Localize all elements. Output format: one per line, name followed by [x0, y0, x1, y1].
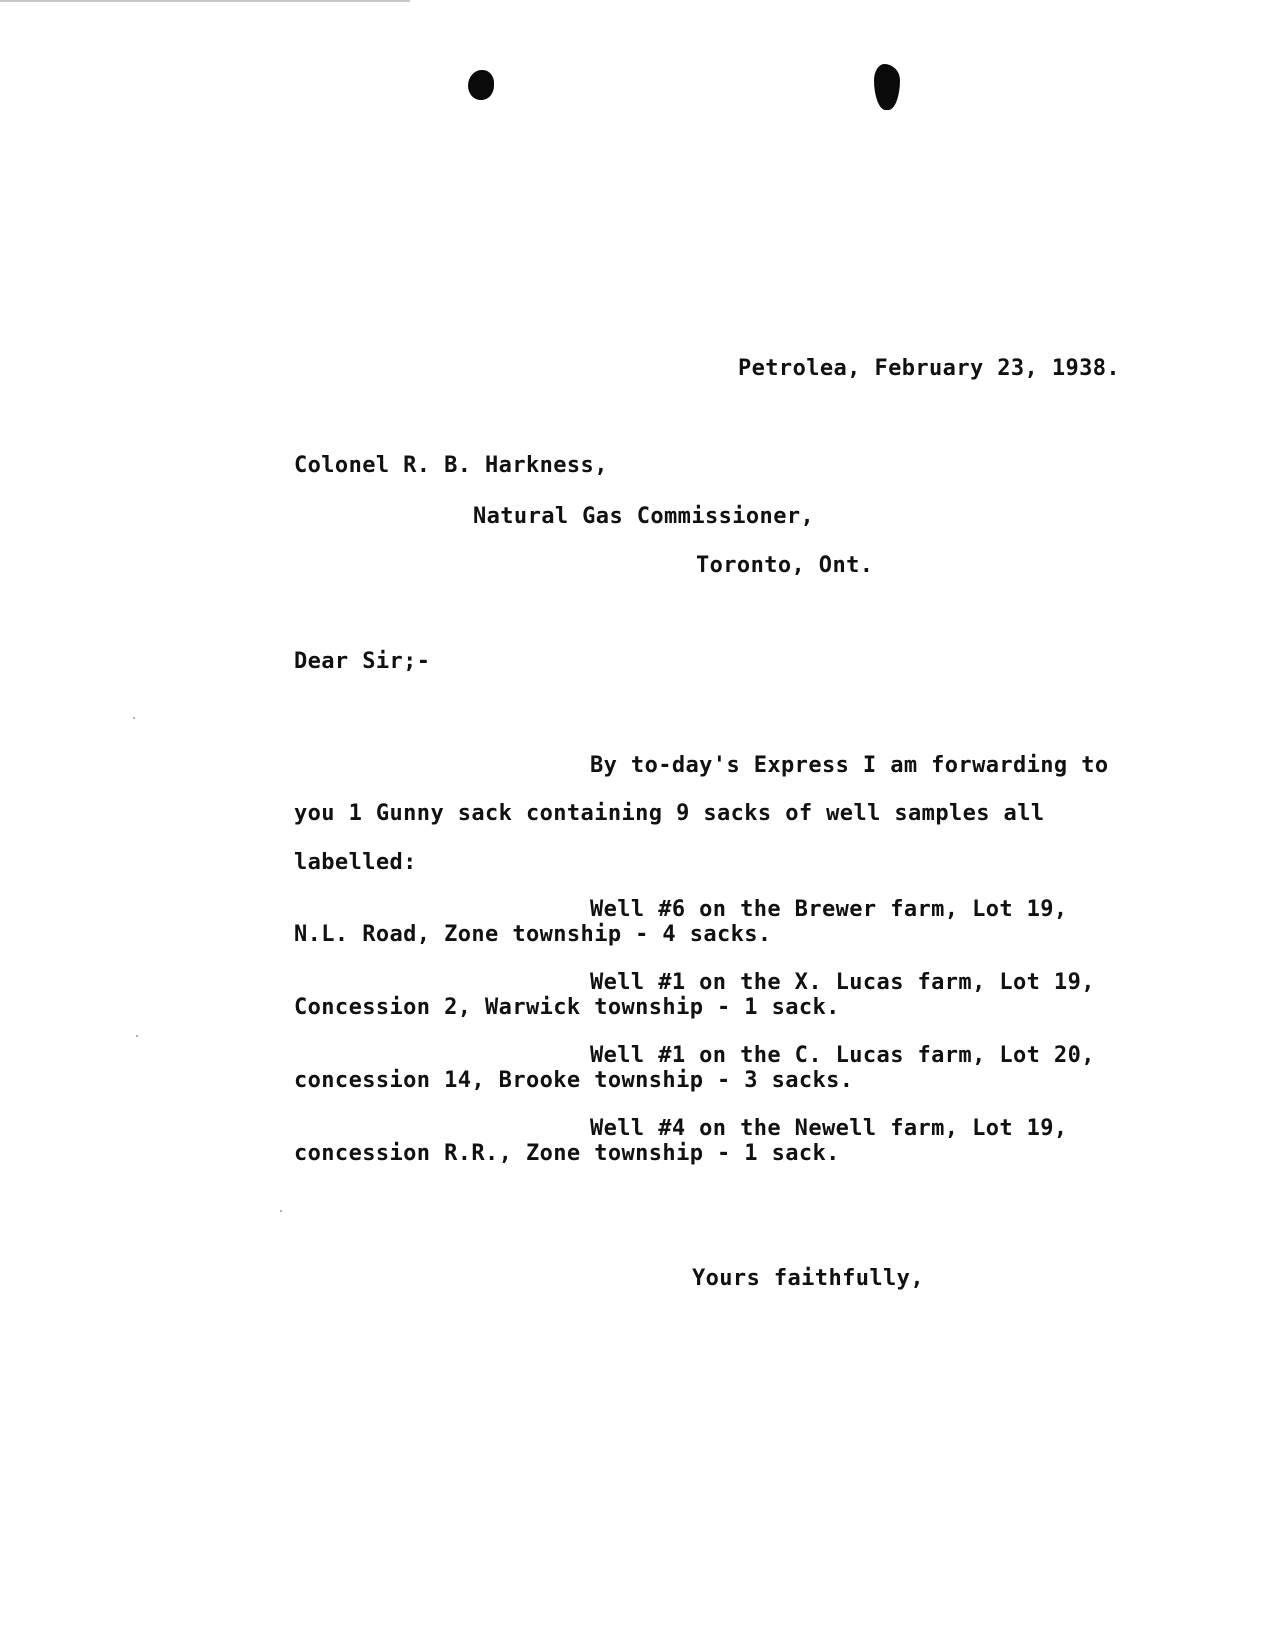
well-entry-2-line-1: Well #1 on the X. Lucas farm, Lot 19,: [590, 970, 1095, 995]
closing: Yours faithfully,: [692, 1266, 924, 1291]
scan-speck: [133, 717, 135, 719]
well-entry-1-line-2: N.L. Road, Zone township - 4 sacks.: [294, 922, 772, 947]
well-entry-1-line-1: Well #6 on the Brewer farm, Lot 19,: [590, 897, 1068, 922]
well-entry-4-line-1: Well #4 on the Newell farm, Lot 19,: [590, 1116, 1068, 1141]
well-entry-3-line-2: concession 14, Brooke township - 3 sacks.: [294, 1068, 854, 1093]
dateline: Petrolea, February 23, 1938.: [738, 356, 1121, 381]
recipient-title: Natural Gas Commissioner,: [473, 504, 815, 529]
well-entry-3-line-1: Well #1 on the C. Lucas farm, Lot 20,: [590, 1043, 1095, 1068]
body-line-3: labelled:: [294, 850, 417, 875]
well-entry-4-line-2: concession R.R., Zone township - 1 sack.: [294, 1141, 840, 1166]
scan-speck: [280, 1210, 282, 1212]
body-line-2: you 1 Gunny sack containing 9 sacks of well samples all: [294, 801, 1045, 826]
scan-speck: [136, 1035, 138, 1037]
recipient-city: Toronto, Ont.: [696, 553, 874, 578]
punch-hole-left: [468, 70, 494, 100]
punch-hole-right: [874, 64, 900, 110]
body-line-1: By to-day's Express I am forwarding to: [590, 753, 1109, 778]
salutation: Dear Sir;-: [294, 649, 431, 674]
recipient-name: Colonel R. B. Harkness,: [294, 453, 608, 478]
scan-edge-line: [0, 0, 410, 2]
well-entry-2-line-2: Concession 2, Warwick township - 1 sack.: [294, 995, 840, 1020]
